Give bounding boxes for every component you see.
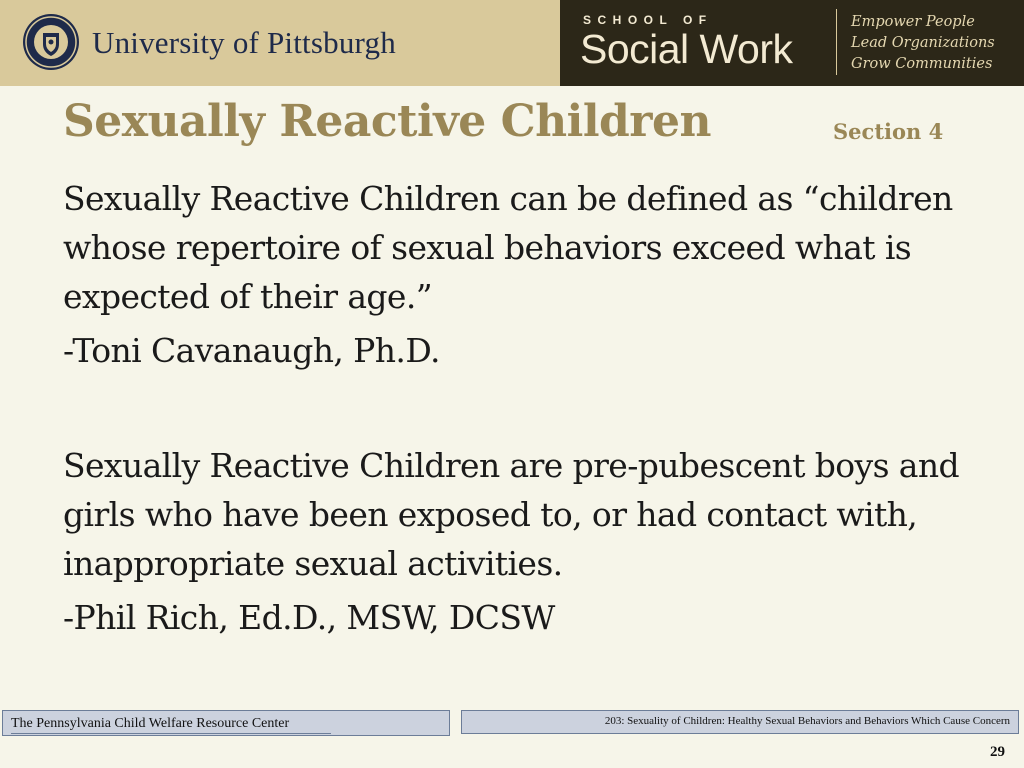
section-label: Section 4	[833, 119, 944, 144]
tagline-line: Lead Organizations	[851, 35, 995, 51]
footer-organization	[2, 710, 450, 736]
footer-underline	[11, 733, 331, 734]
tagline-line: Empower People	[851, 14, 975, 30]
header-divider	[836, 9, 837, 75]
school-tagline	[851, 12, 995, 75]
definition-attribution: -Phil Rich, Ed.D., MSW, DCSW	[63, 598, 555, 637]
page-number: 29	[990, 744, 1005, 760]
slide-title: Sexually Reactive Children	[63, 96, 711, 147]
footer-organization-text: The Pennsylvania Child Welfare Resource Center	[11, 716, 290, 731]
slide-header	[0, 0, 1024, 86]
definition-paragraph: Sexually Reactive Children are pre-pubescent boys and girls who have been exposed to, or had contact with, inappropriate sexual activities.	[63, 446, 960, 583]
footer-course-text: 203: Sexuality of Children: Healthy Sexual Behaviors and Behaviors Which Cause Concern	[604, 715, 1010, 727]
definition-paragraph: Sexually Reactive Children can be defined as “children whose repertoire of sexual behaviors exceed what is expected of their age.”	[63, 179, 953, 316]
definition-attribution: -Toni Cavanaugh, Ph.D.	[63, 331, 440, 370]
university-seal-icon	[22, 13, 80, 71]
university-name: University of Pittsburgh	[92, 25, 396, 60]
university-banner	[0, 0, 560, 86]
school-name: Social Work	[580, 26, 793, 72]
footer-course	[461, 710, 1019, 734]
tagline-line: Grow Communities	[851, 56, 993, 72]
school-of-label: SCHOOL OF	[583, 13, 713, 27]
